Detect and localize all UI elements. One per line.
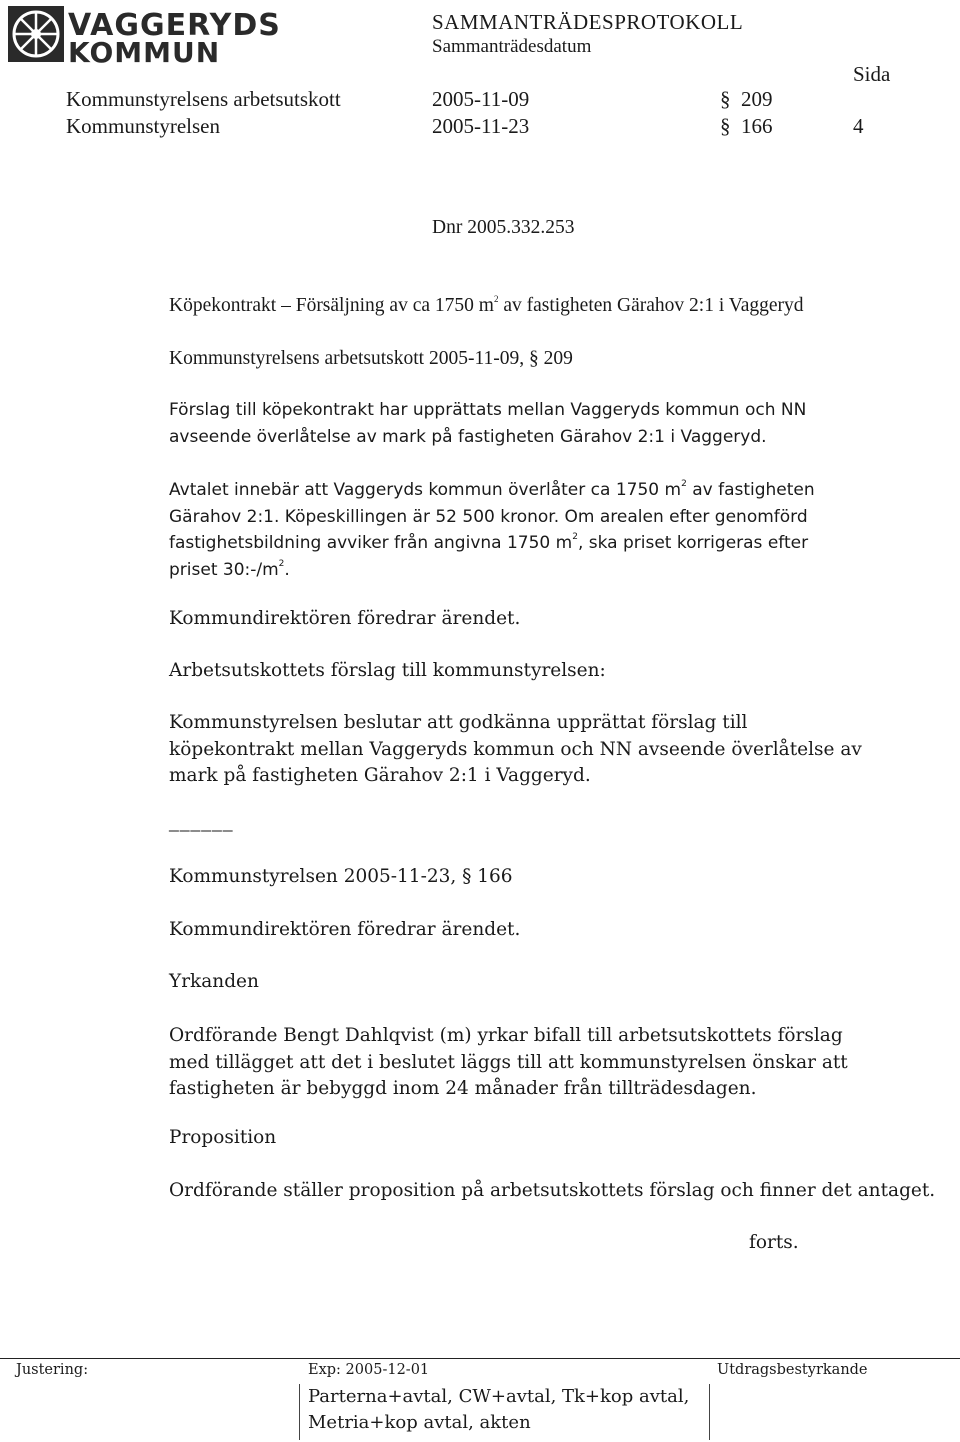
recipients-line1: Parterna+avtal, CW+avtal, Tk+kop avtal,: [308, 1386, 690, 1407]
header-row-body-au: Kommunstyrelsens arbetsutskott: [66, 87, 341, 111]
municipality-logo: [8, 6, 281, 69]
footer-divider-right: [709, 1384, 710, 1440]
protocol-title: SAMMANTRÄDESPROTOKOLL: [432, 10, 744, 34]
separator-line: ______: [169, 813, 234, 834]
justering-label: Justering:: [16, 1362, 89, 1378]
paragraph-agreement: Avtalet innebär att Vaggeryds kommun överlåter ca 1750 $m^2$ av fastigheten Gärahov 2:1. Köpeskillingen är 52 500 kronor. Om arealen efter genomförd fastighetsbildning avviker från angivna 1750 $m^2$, ska priset korrigeras efter priset $30:-/m^2$.: [169, 479, 815, 580]
paragraph-director-presents-2: Kommundirektören föredrar ärendet.: [169, 919, 521, 940]
paragraph-motion: Ordförande Bengt Dahlqvist (m) yrkar bifall till arbetsutskottets förslag med tillägget att det i beslutet läggs till att kommunstyrelsen önskar att fastigheten är bebyggd inom 24 månader från tillträdesdagen.: [169, 1025, 848, 1099]
section-sign-icon: §: [720, 114, 731, 138]
proposition-heading: Proposition: [169, 1127, 277, 1148]
expedition-date: Exp: 2005-12-01: [308, 1362, 430, 1378]
utdrag-label: Utdragsbestyrkande: [717, 1362, 868, 1378]
footer-divider-left: [299, 1384, 300, 1440]
header-row-date-ks: 2005-11-23: [432, 114, 530, 138]
section-sign-icon: §: [720, 87, 731, 111]
footer-rule: [0, 1358, 960, 1359]
document-title: Köpekontrakt – Försäljning av ca 1750 $m^2$ av fastigheten Gärahov 2:1 i Vaggeryd: [169, 294, 804, 316]
header-row-paragraph-ks: 166: [741, 114, 773, 138]
yrkanden-heading: Yrkanden: [169, 971, 259, 992]
ks-reference: Kommunstyrelsen 2005-11-23, § 166: [169, 866, 513, 887]
meeting-date-label: Sammanträdesdatum: [432, 36, 592, 57]
page-number: 4: [853, 114, 864, 138]
page-label: Sida: [853, 62, 891, 86]
paragraph-proposition: Ordförande ställer proposition på arbetsutskottets förslag och finner det antaget.: [169, 1180, 936, 1201]
diary-number: Dnr 2005.332.253: [432, 217, 575, 238]
continued-note: forts.: [749, 1232, 799, 1253]
recipients-line2: Metria+kop avtal, akten: [308, 1412, 531, 1433]
logo-text-line1: VAGGERYDS: [68, 8, 281, 43]
paragraph-decision: Kommunstyrelsen beslutar att godkänna upprättat förslag till köpekontrakt mellan Vaggeryds kommun och NN avseende överlåtelse av mark på fastigheten Gärahov 2:1 i Vaggeryd.: [169, 712, 862, 786]
header-row-date-au: 2005-11-09: [432, 87, 530, 111]
au-proposal-heading: Arbetsutskottets förslag till kommunstyrelsen:: [169, 660, 606, 681]
paragraph-director-presents-1: Kommundirektören föredrar ärendet.: [169, 608, 521, 629]
paragraph-proposal: Förslag till köpekontrakt har upprättats mellan Vaggeryds kommun och NN avseende överlåtelse av mark på fastigheten Gärahov 2:1 i Vaggeryd.: [169, 400, 807, 447]
wheel-emblem-icon: [8, 6, 64, 62]
logo-text-line2: KOMMUN: [68, 36, 221, 69]
header-row-body-ks: Kommunstyrelsen: [66, 114, 220, 138]
header-row-paragraph-au: 209: [741, 87, 773, 111]
au-reference: Kommunstyrelsens arbetsutskott 2005-11-09, § 209: [169, 348, 573, 369]
